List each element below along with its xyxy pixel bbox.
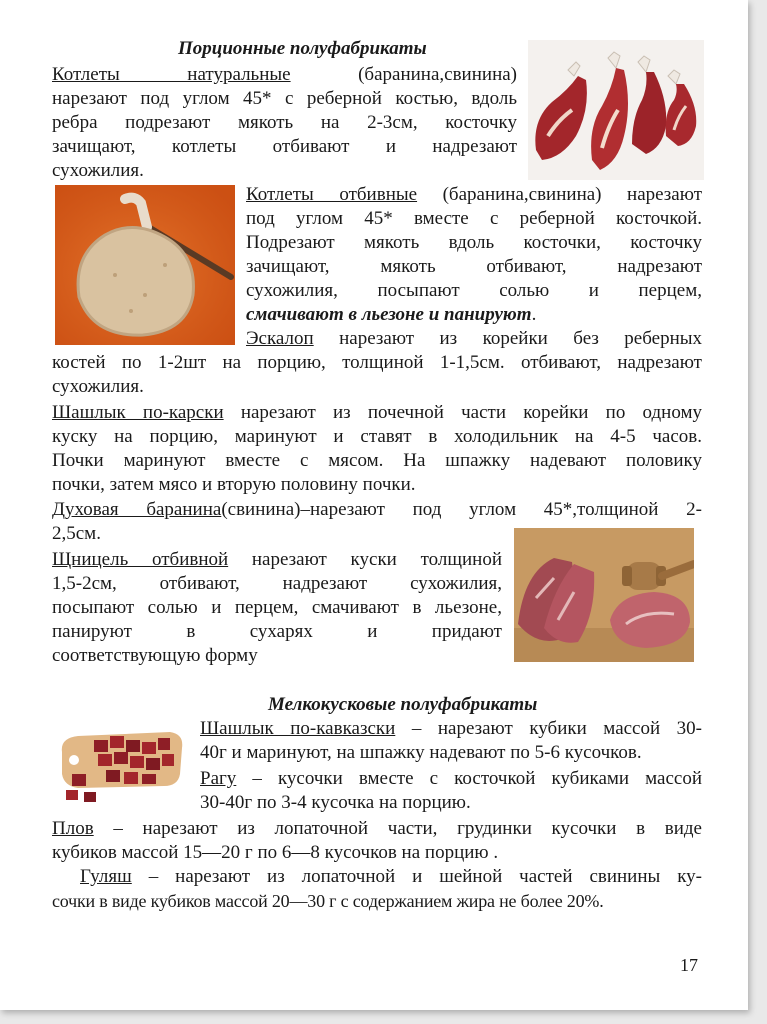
term-pilaf: Плов: [52, 818, 94, 839]
term-goulash: Гуляш: [80, 866, 132, 887]
emphasis-breading: смачивают в льезоне и панируют: [246, 304, 532, 325]
term-cutlets-beaten: Котлеты отбивные: [246, 184, 418, 205]
term-oven-lamb: Духовая баранина: [52, 499, 222, 520]
lamb-chops-image: [528, 40, 704, 180]
page-number: 17: [680, 955, 698, 975]
term-schnitzel: Щницель отбивной: [52, 549, 229, 570]
document-page: Порционные полуфабрикаты Котлеты натуральные (баранина,свинина) нарезают под углом 45* с реберной костью, вдоль ребра подрезают мякоть на 2-3см, косточку зачищают, котлеты отбивают и надрезают сухожилия. Котлеты отбивные (баранина,свинина) нарезают под углом 45* вместе с реберной косточкой. Подрезают мякоть вдоль косточки, косточку зачищают, мякоть отбивают, надрезают сухожилия, посыпают солью и перцем, смачивают в льезоне и панируют. Эскалоп нарезают из корейки без реберных костей по 1-2шт на порцию, толщиной 1-1,5см. отбивают, надрезают сухожилия. Шашлык по-карски нарезают из почечной части корейки по одному куску на порцию, маринуют и ставят в холодильник на 4-5 часов. Почки маринуют вместе с мясом. На шпажку надевают половику почки, затем мясо и вторую половину почки. Духовая баранина(свинина)–нарезают под углом 45*,толщиной 2- 2,5см. Щницель отбивной нарезают куски толщиной 1,5-2см, отбивают, надрезают сухожилия, посыпают солью и перцем, смачивают в льезоне, панируют в сухарях и придают соответствующую форму Мелкокусковые полуфабрикаты Шашлык по-кавказски – нарезают кубики массой 30- 40г и маринуют, на шпажку надевают по 5-6 кусочков. Рагу – кусочки вместе с косточкой кубиками массой 30-40г по 3-4 кусочка на порцию. Плов – нарезают из лопаточной части, грудинки кусочки в виде кубиков массой 15—20 г по 6—8 кусочков на порцию . Гуляш – нарезают из лопаточной и шейной частей свинины ку- сочки в виде кубиков массой 20—30 г с содержанием жира не более 20%. 17: [0, 0, 748, 1010]
meat-mallet-image: [514, 528, 694, 662]
section-heading-portion: Порционные полуфабрикаты: [178, 38, 427, 59]
section-heading-small-pieces: Мелкокусковые полуфабрикаты: [268, 694, 538, 715]
term-shashlik-kars: Шашлык по-карски: [52, 402, 224, 423]
term-escalope: Эскалоп: [246, 328, 314, 349]
cubed-meat-image: [58, 712, 186, 806]
breaded-cutlet-image: [55, 185, 235, 345]
term-ragout: Рагу: [200, 768, 237, 789]
term-cutlets-natural: Котлеты натуральные: [52, 64, 291, 85]
term-shashlik-caucasus: Шашлык по-кавказски: [200, 718, 396, 739]
